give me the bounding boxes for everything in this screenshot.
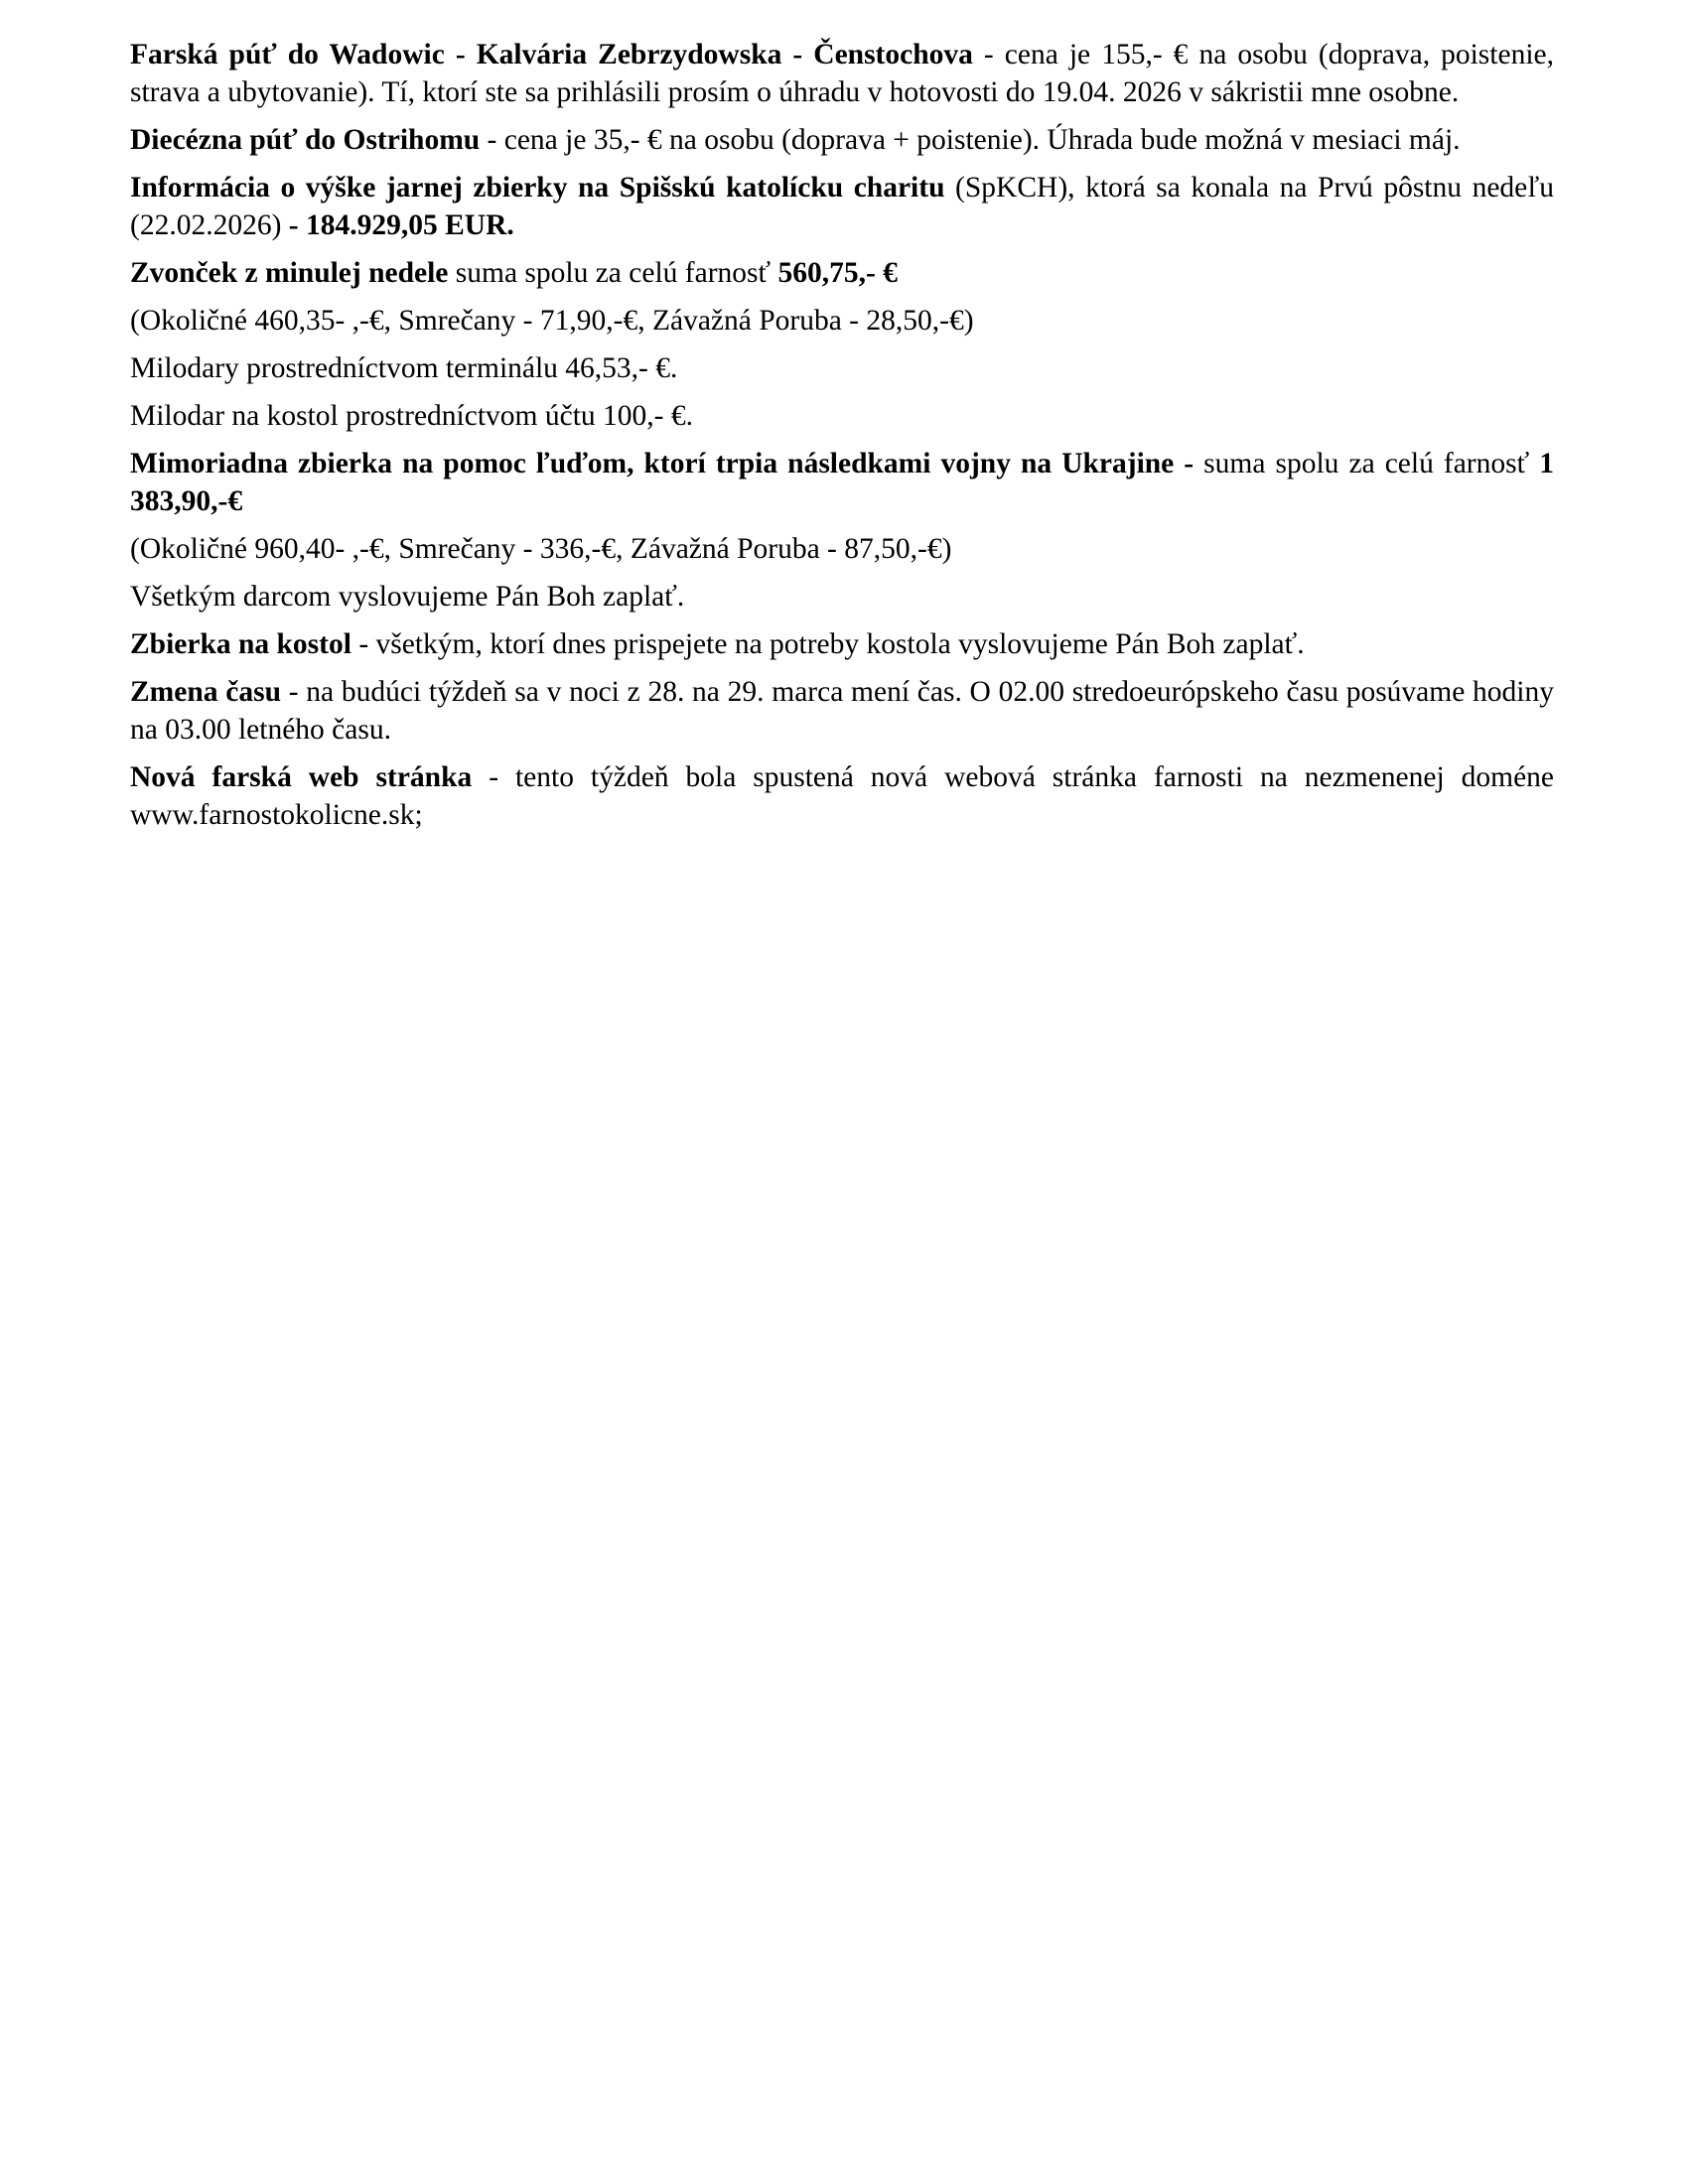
announcement-ukraine-collection	[130, 445, 1554, 520]
announcement-charity-collection	[130, 169, 1554, 244]
announcement-text: Milodar na kostol prostredníctvom účtu 100,- €.	[130, 400, 693, 432]
announcement-title: Zbierka na kostol	[130, 628, 351, 660]
announcement-ukraine-breakdown	[130, 530, 1554, 568]
announcement-thanks	[130, 578, 1554, 615]
announcement-title: Farská púť do Wadowic - Kalvária Zebrzydowska - Čenstochova	[130, 39, 973, 70]
announcement-pilgrimage-ostrihom	[130, 121, 1554, 159]
announcement-text: Všetkým darcom vyslovujeme Pán Boh zaplať.	[130, 581, 685, 613]
announcement-bell-breakdown	[130, 302, 1554, 340]
announcement-title: Zmena času	[130, 676, 281, 708]
announcement-text: - cena je 155,- € na osobu (doprava, poistenie, strava a ubytovanie). Tí, ktorí ste sa prihlásili prosím o úhradu v hotovosti do 19.04. 2026 v sákristii mne osobne.	[130, 39, 1554, 108]
announcement-new-website	[130, 758, 1554, 834]
announcement-amount: 1 383,90,-€	[130, 448, 1555, 517]
announcement-time-change	[130, 673, 1554, 749]
announcement-church-collection	[130, 625, 1554, 663]
announcement-text: - všetkým, ktorí dnes prispejete na potreby kostola vyslovujeme Pán Boh zaplať.	[351, 628, 1305, 660]
document-page	[130, 36, 1554, 844]
announcement-pilgrimage-wadowice	[130, 36, 1554, 111]
announcement-title: Zvonček z minulej nedele	[130, 257, 449, 289]
announcement-text: suma spolu za celú farnosť	[1194, 448, 1540, 479]
announcement-text: - tento týždeň bola spustená nová webová stránka farnosti na nezmenenej doméne www.farnostokolicne.sk;	[130, 761, 1555, 831]
announcement-account-donation	[130, 397, 1554, 435]
announcement-title: Nová farská web stránka	[130, 761, 473, 793]
announcement-terminal-donations	[130, 349, 1554, 387]
announcement-amount: 560,75,- €	[777, 257, 898, 289]
announcement-text: - na budúci týždeň sa v noci z 28. na 29. marca mení čas. O 02.00 stredoeurópskeho času posúvame hodiny na 03.00 letného času.	[130, 676, 1554, 746]
announcement-amount: - 184.929,05 EUR.	[288, 209, 514, 241]
announcement-bell-collection	[130, 254, 1554, 292]
announcement-text: (SpKCH), ktorá sa konala na Prvú pôstnu nedeľu (22.02.2026)	[130, 172, 1554, 241]
announcement-title: Mimoriadna zbierka na pomoc ľuďom, ktorí trpia následkami vojny na Ukrajine -	[130, 448, 1195, 479]
announcement-text: (Okoličné 460,35- ,-€, Smrečany - 71,90,-€, Závažná Poruba - 28,50,-€)	[130, 305, 974, 337]
announcement-title: Diecézna púť do Ostrihomu	[130, 124, 481, 156]
announcement-text: - cena je 35,- € na osobu (doprava + poistenie). Úhrada bude možná v mesiaci máj.	[480, 124, 1461, 156]
announcement-title: Informácia o výške jarnej zbierky na Spišskú katolícku charitu	[130, 172, 945, 204]
announcement-text: (Okoličné 960,40- ,-€, Smrečany - 336,-€, Závažná Poruba - 87,50,-€)	[130, 533, 952, 565]
announcement-text: Milodary prostredníctvom terminálu 46,53,- €.	[130, 352, 678, 384]
announcement-text: suma spolu za celú farnosť	[448, 257, 778, 289]
